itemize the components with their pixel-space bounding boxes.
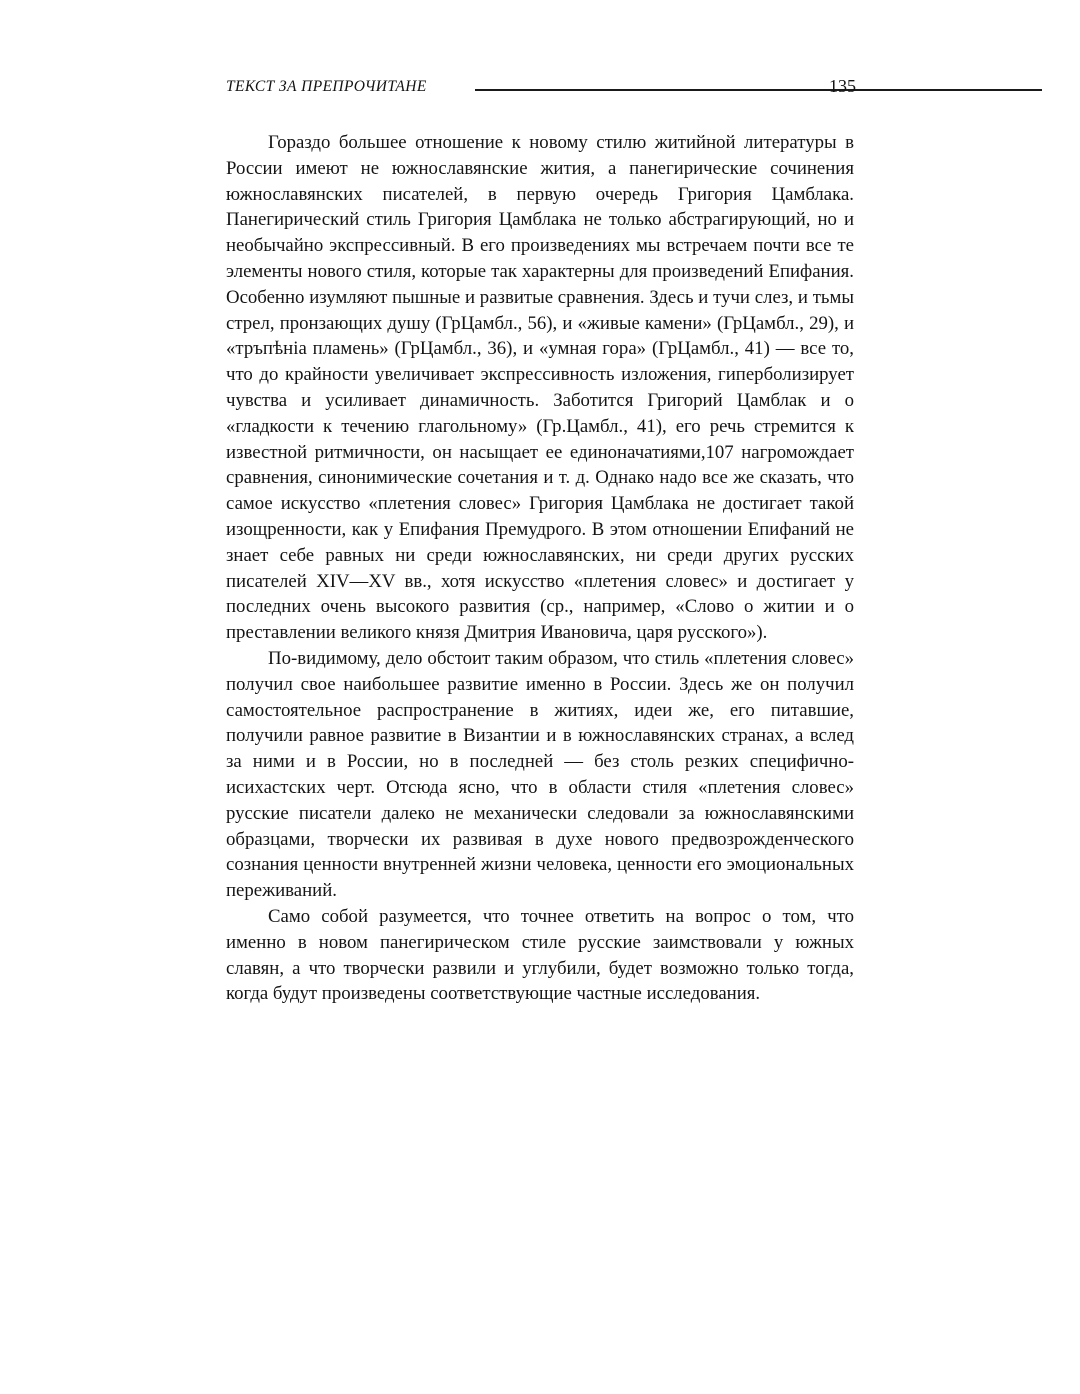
body-text bbox=[226, 130, 854, 1007]
running-head bbox=[226, 74, 856, 100]
running-head-rule bbox=[475, 89, 1042, 91]
paragraph-1: Гораздо большее отношение к новому стилю житийной литературы в России имеют не южнославянские жития, а панегирические сочинения южнославянских писателей, в первую очередь Григория Цамблака. Панегирический стиль Григория Цамблака не только абстрагирующий, но и необычайно экспрессивный. В его произведениях мы встречаем почти все те элементы нового стиля, которые так характерны для произведений Епифания. Особенно изумляют пышные и развитые сравнения. Здесь и тучи слез, и тьмы стрел, пронзающих душу (ГрЦамбл., 56), и «живые камени» (ГрЦамбл., 29), и «тръпѣнiа пламень» (ГрЦамбл., 36), и «умная гора» (ГрЦамбл., 41) — все то, что до крайности увеличивает экспрессивность изложения, гиперболизирует чувства и усиливает динамичность. Заботится Григорий Цамблак и о «гладкости к течению глагольному» (Гр.Цамбл., 41), его речь стремится к известной ритмичности, он насыщает ее единоначатиями,107 нагромождает сравнения, синонимические сочетания и т. д. Однако надо все же сказать, что самое искусство «плетения словес» Григория Цамблака не достигает такой изощренности, как у Епифания Премудрого. В этом отношении Епифаний не знает себе равных ни среди южнославянских, ни среди других русских писателей XIV—XV вв., хотя искусство «плетения словес» и достигает у последних очень высокого развития (ср., например, «Слово о житии и о преставлении великого князя Дмитрия Ивановича, царя русского»). bbox=[226, 132, 854, 644]
page-number: 135 bbox=[829, 76, 856, 96]
running-head-title: ТЕКСТ ЗА ПРЕПРОЧИТАНЕ bbox=[226, 78, 427, 95]
paragraph-3: Само собой разумеется, что точнее ответить на вопрос о том, что именно в новом панегирическом стиле русские заимствовали у южных славян, а что творчески развили и углубили, будет возможно только тогда, когда будут произведены соответствующие частные исследования. bbox=[226, 905, 854, 1005]
paragraph-2: По-видимому, дело обстоит таким образом, что стиль «плетения словес» получил свое наибольшее развитие именно в России. Здесь же он получил самостоятельное распространение в житиях, идеи же, его питавшие, получили равное развитие в Византии и в южнославянских странах, а вслед за ними и в России, но в последней — без столь резких специфично-исихастских черт. Отсюда ясно, что в области стиля «плетения словес» русские писатели далеко не механически следовали за южнославянскими образцами, творчески их развивая в духе нового предвозрожденческого сознания ценности внутренней жизни человека, ценности его эмоциональных переживаний. bbox=[226, 647, 854, 902]
